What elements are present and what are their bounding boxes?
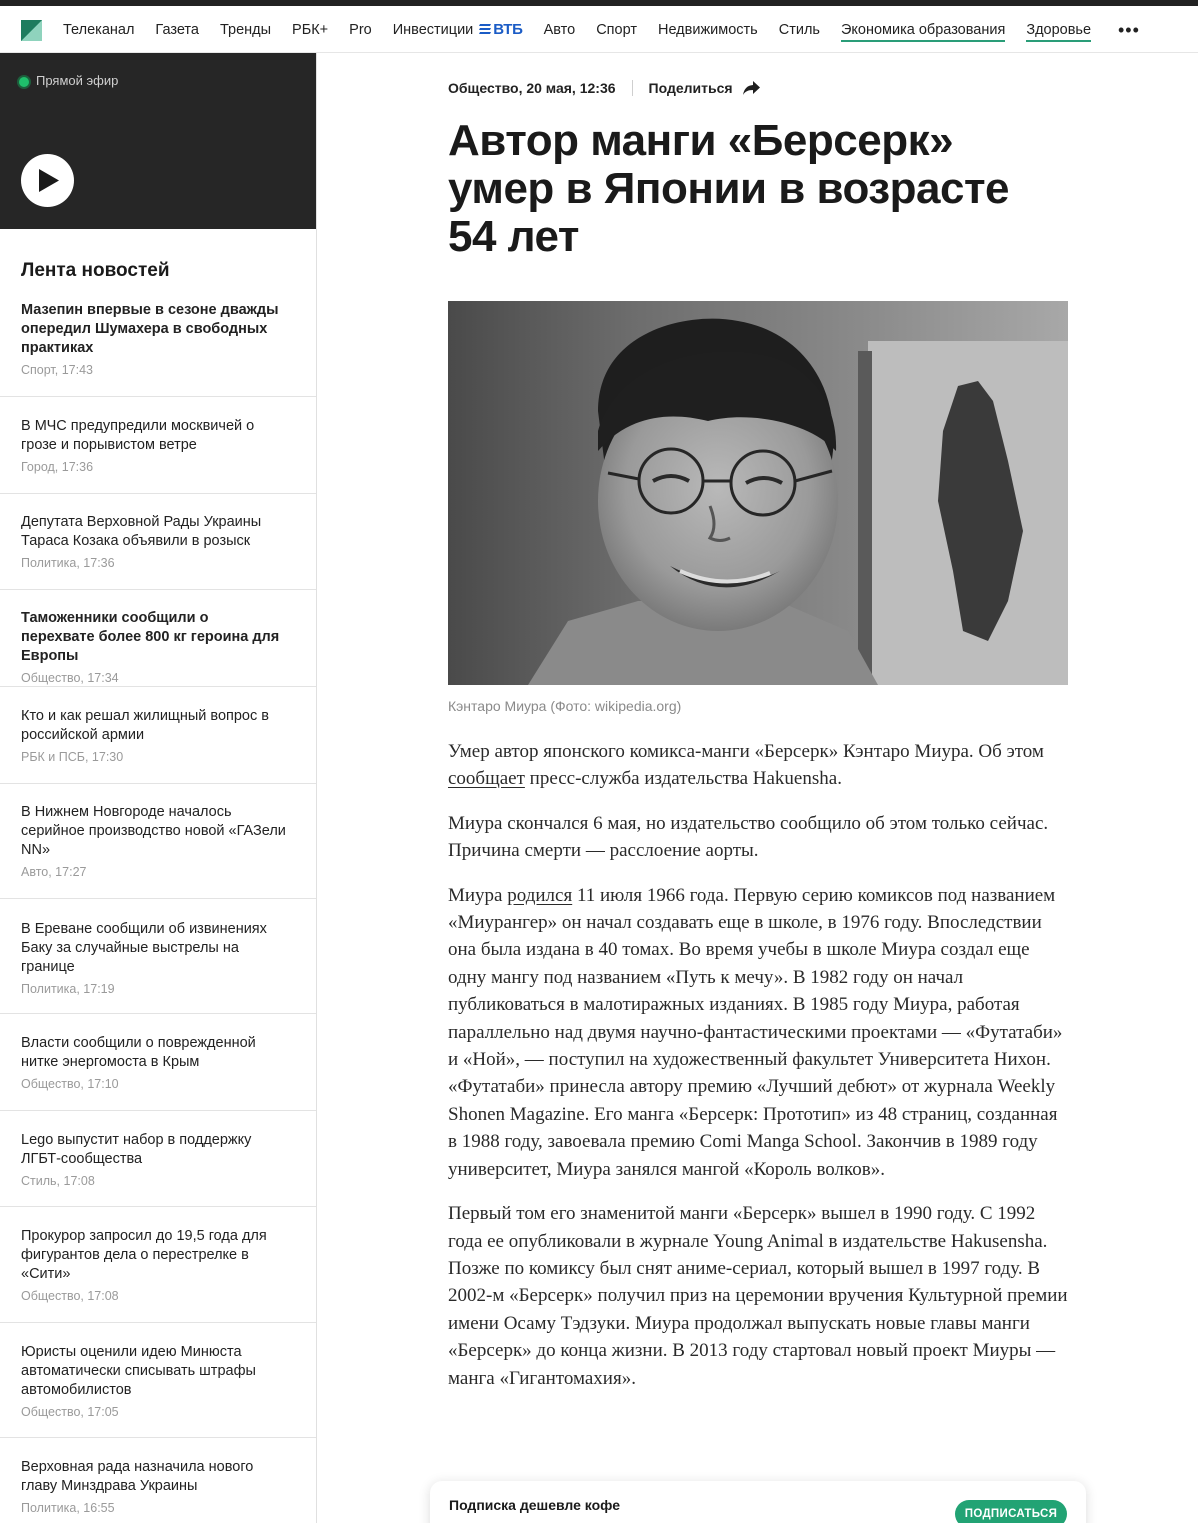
nav-item-investments[interactable] bbox=[393, 21, 523, 38]
nav-item-realty[interactable]: Недвижимость bbox=[657, 21, 758, 38]
news-feed-item-title: В Нижнем Новгороде началось серийное производство новой «ГАЗели NN» bbox=[21, 804, 286, 858]
news-feed-item-title: Депутата Верховной Рады Украины Тараса Козака объявили в розыск bbox=[21, 514, 262, 549]
news-feed-item-title: Кто и как решал жилищный вопрос в российской армии bbox=[21, 708, 269, 743]
p3-text-before: Миура bbox=[448, 884, 508, 906]
news-feed-item[interactable] bbox=[0, 1111, 316, 1207]
news-feed-item-meta: РБК и ПСБ, 17:30 bbox=[21, 750, 124, 764]
nav-item-trends[interactable]: Тренды bbox=[219, 21, 272, 38]
news-feed-item[interactable] bbox=[0, 397, 316, 494]
vtb-logo bbox=[479, 21, 522, 38]
news-feed-item-meta: Общество, 17:08 bbox=[21, 1289, 119, 1303]
nav-item-tv[interactable]: Телеканал bbox=[63, 21, 135, 38]
vtb-logo-text: ВТБ bbox=[493, 21, 523, 38]
news-feed-item-title: Власти сообщили о поврежденной нитке энергомоста в Крым bbox=[21, 1035, 256, 1070]
nav-item-rbc-plus[interactable]: РБК+ bbox=[292, 21, 329, 38]
news-feed-item[interactable] bbox=[0, 494, 316, 590]
news-feed-item-meta: Политика, 17:36 bbox=[21, 556, 115, 570]
news-feed-item-meta: Общество, 17:34 bbox=[21, 671, 119, 685]
news-feed-item[interactable] bbox=[0, 1438, 316, 1523]
news-feed-item-title: Lego выпустит набор в поддержку ЛГБТ-сообщества bbox=[21, 1132, 252, 1167]
share-arrow-icon bbox=[743, 81, 760, 95]
news-feed-item-meta: Политика, 17:19 bbox=[21, 982, 115, 996]
article-paragraph: Миура скончался 6 мая, но издательство сообщило об этом только сейчас. Причина смерти — расслоение аорты. bbox=[448, 812, 1049, 862]
subscription-title: Подписка дешевле кофе bbox=[449, 1497, 621, 1513]
news-feed-item-meta: Спорт, 17:43 bbox=[21, 363, 93, 377]
p1-text-before: Умер автор японского комикса-манги «Берсерк» Кэнтаро Миура. Об этом bbox=[448, 741, 1044, 762]
article-paragraph: Первый том его знаменитой манги «Берсерк» вышел в 1990 году. С 1992 года ее опубликовали в журнале Young Animal в издательстве Hakusensha. Позже по комиксу был снят аниме-сериал, который вышел в 1997 году. В 2002-м «Берсерк» получил приз на церемонии вручения Культурной премии имени Осаму Тэдзуки. Миура продолжал выпускать новые главы манги «Берсерк» до конца жизни. В 2013 году стартовал новый проект Миуры — манга «Гигантомахия». bbox=[448, 1203, 1068, 1389]
nav-item-style[interactable]: Стиль bbox=[778, 21, 820, 38]
news-feed-item-title: В МЧС предупредили москвичей о грозе и порывистом ветре bbox=[21, 418, 255, 453]
article-meta bbox=[448, 80, 760, 96]
play-icon bbox=[39, 169, 59, 192]
nav-item-investments-label: Инвестиции bbox=[392, 22, 474, 38]
play-button[interactable] bbox=[21, 154, 74, 207]
news-feed-item-meta: Стиль, 17:08 bbox=[21, 1174, 95, 1188]
news-feed-item[interactable] bbox=[0, 899, 316, 1014]
article-paragraph bbox=[448, 882, 1070, 1183]
news-feed-item[interactable] bbox=[0, 590, 316, 687]
news-feed-item[interactable] bbox=[0, 298, 316, 397]
live-broadcast-label[interactable]: Прямой эфир bbox=[36, 73, 119, 88]
article-headline: Автор манги «Берсерк» умер в Японии в возрасте 54 лет bbox=[448, 116, 1010, 261]
news-feed-item-meta: Общество, 17:10 bbox=[21, 1077, 119, 1091]
news-feed-title: Лента новостей bbox=[21, 260, 170, 281]
news-feed-item-title: Юристы оценили идею Минюста автоматически списывать штрафы автомобилистов bbox=[21, 1344, 256, 1398]
news-feed-item[interactable] bbox=[0, 687, 316, 784]
news-feed-item-title: В Ереване сообщили об извинениях Баку за случайные выстрелы на границе bbox=[21, 921, 267, 975]
news-feed-item-meta: Политика, 16:55 bbox=[21, 1501, 115, 1515]
live-broadcast-panel bbox=[0, 53, 317, 229]
source-link[interactable]: сообщает bbox=[448, 768, 525, 790]
more-horizontal-icon[interactable]: ••• bbox=[1118, 20, 1140, 40]
portrait-photo-image bbox=[448, 301, 1068, 685]
share-label: Поделиться bbox=[648, 80, 733, 96]
news-feed-item-title: Таможенники сообщили о перехвате более 800 кг героина для Европы bbox=[21, 610, 280, 664]
news-feed-item-meta: Общество, 17:05 bbox=[21, 1405, 119, 1419]
news-feed-item-meta: Город, 17:36 bbox=[21, 460, 94, 474]
nav-item-education-economics[interactable]: Экономика образования bbox=[841, 22, 1005, 42]
news-feed-item[interactable] bbox=[0, 1014, 316, 1111]
meta-divider bbox=[632, 80, 633, 96]
p3-text-after: 11 июля 1966 года. Первую серию комиксов под названием «Миурангер» он начал создавать еще в школе, в 1976 году. Впоследствии она была издана в 40 томах. Во время учебы в школе Миура создал еще одну мангу под названием «Путь к мечу». В 1982 году он начал публиковаться в малотиражных изданиях. В 1985 году Миура, работая параллельно над двумя научно-фантастическими проектами — «Футатаби» и «Ной», — поступил на художественный факультет Университета Нихон. «Футатаби» принесла автору премию «Лучший дебют» от журнала Weekly Shonen Magazine. Его манга «Берсерк: Прототип» из 48 страниц, созданная в 1988 году, завоевала премию Comi Manga School. Закончив в 1989 году университет, Миура занялся мангой «Король волков». bbox=[448, 884, 1063, 1180]
article-paragraph bbox=[448, 738, 1070, 793]
news-feed-list bbox=[0, 298, 316, 1523]
news-feed-item[interactable] bbox=[0, 1323, 316, 1438]
nav-item-pro[interactable]: Pro bbox=[349, 21, 372, 38]
p1-text-after: пресс-служба издательства Hakuensha. bbox=[524, 768, 842, 790]
article-photo bbox=[448, 301, 1068, 685]
top-navigation bbox=[0, 6, 1198, 53]
born-link[interactable]: родился bbox=[507, 884, 573, 906]
rbc-logo-icon[interactable] bbox=[21, 20, 42, 41]
vtb-logo-icon bbox=[479, 23, 491, 35]
sidebar bbox=[0, 53, 317, 1523]
nav-menu bbox=[63, 6, 1112, 53]
subscribe-button[interactable]: ПОДПИСАТЬСЯ bbox=[955, 1500, 1067, 1523]
nav-item-newspaper[interactable]: Газета bbox=[155, 21, 199, 38]
article-category-date[interactable]: Общество, 20 мая, 12:36 bbox=[448, 80, 616, 96]
news-feed-item-title: Мазепин впервые в сезоне дважды опередил Шумахера в свободных практиках bbox=[21, 302, 279, 356]
news-feed-item-title: Верховная рада назначила нового главу Минздрава Украины bbox=[21, 1459, 254, 1494]
photo-caption: Кэнтаро Миура (Фото: wikipedia.org) bbox=[448, 698, 682, 714]
share-button[interactable] bbox=[649, 80, 760, 96]
news-feed-item-title: Прокурор запросил до 19,5 года для фигурантов дела о перестрелке в «Сити» bbox=[21, 1228, 267, 1282]
nav-item-auto[interactable]: Авто bbox=[543, 21, 576, 38]
news-feed-item-meta: Авто, 17:27 bbox=[21, 865, 87, 879]
nav-item-health[interactable]: Здоровье bbox=[1026, 22, 1091, 42]
news-feed-item[interactable] bbox=[0, 784, 316, 899]
nav-item-sport[interactable]: Спорт bbox=[596, 21, 637, 38]
article-body bbox=[448, 738, 1070, 1409]
subscription-banner bbox=[430, 1481, 1086, 1523]
live-indicator-icon bbox=[19, 77, 29, 87]
news-feed-item[interactable] bbox=[0, 1207, 316, 1323]
